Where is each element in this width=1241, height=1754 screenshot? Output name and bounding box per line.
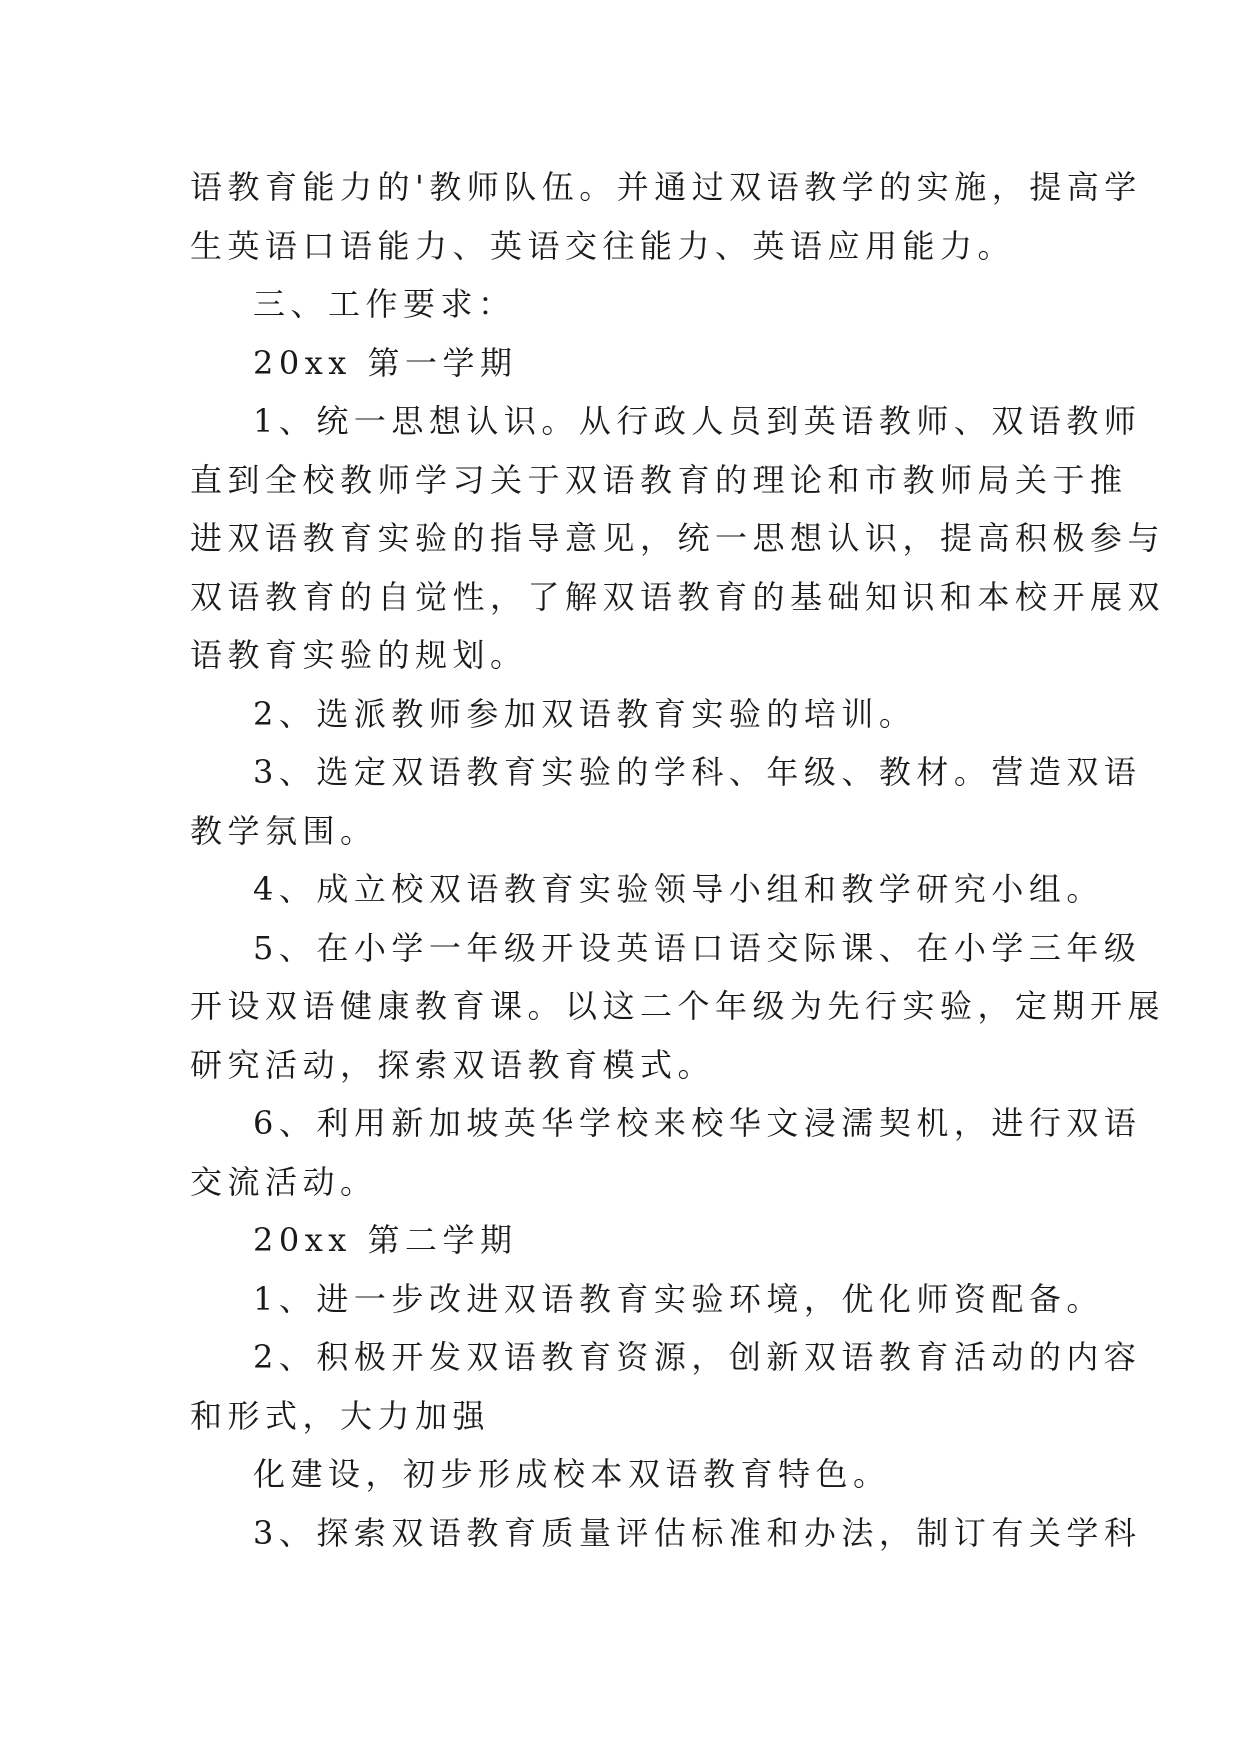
semester-heading: 20xx 第一学期 [253,343,518,382]
text-line: 化建设，初步形成校本双语教育特色。 [253,1455,891,1493]
text-line: 1、统一思想认识。从行政人员到英语教师、双语教师 [253,402,1142,440]
text-line: 研究活动，探索双语教育模式。 [190,1045,716,1084]
text-line: 2、选派教师参加双语教育实验的培训。 [253,694,917,733]
text-line: 3、选定双语教育实验的学科、年级、教材。营造双语 [253,753,1142,791]
text-line: 2、积极开发双语教育资源，创新双语教育活动的内容 [253,1338,1142,1376]
text-line: 6、利用新加坡英华学校来校华文浸濡契机，进行双语 [253,1104,1142,1142]
text-line: 教学氛围。 [190,811,378,850]
semester-heading: 20xx 第二学期 [253,1221,518,1259]
text-line: 5、在小学一年级开设英语口语交际课、在小学三年级 [253,928,1142,967]
text-line: 生英语口语能力、英语交往能力、英语应用能力。 [190,226,1016,265]
text-line: 语教育实验的规划。 [190,636,528,674]
text-line: 交流活动。 [190,1162,378,1201]
text-line: 语教育能力的'教师队伍。并通过双语教学的实施，提高学 [190,168,1142,206]
document-body [190,158,1166,1562]
text-line: 和形式，大力加强 [190,1396,491,1435]
text-line: 进双语教育实验的指导意见，统一思想认识，提高积极参与 [190,519,1166,557]
text-line: 双语教育的自觉性，了解双语教育的基础知识和本校开展双 [190,577,1166,616]
text-line: 4、成立校双语教育实验领导小组和教学研究小组。 [253,870,1104,908]
text-line: 1、进一步改进双语教育实验环境，优化师资配备。 [253,1279,1104,1318]
text-line: 3、探索双语教育质量评估标准和办法，制订有关学科 [253,1513,1142,1552]
text-line: 直到全校教师学习关于双语教育的理论和市教师局关于推 [190,460,1128,499]
section-heading: 三、工作要求： [253,285,516,323]
text-line: 开设双语健康教育课。以这二个年级为先行实验，定期开展 [190,987,1166,1025]
